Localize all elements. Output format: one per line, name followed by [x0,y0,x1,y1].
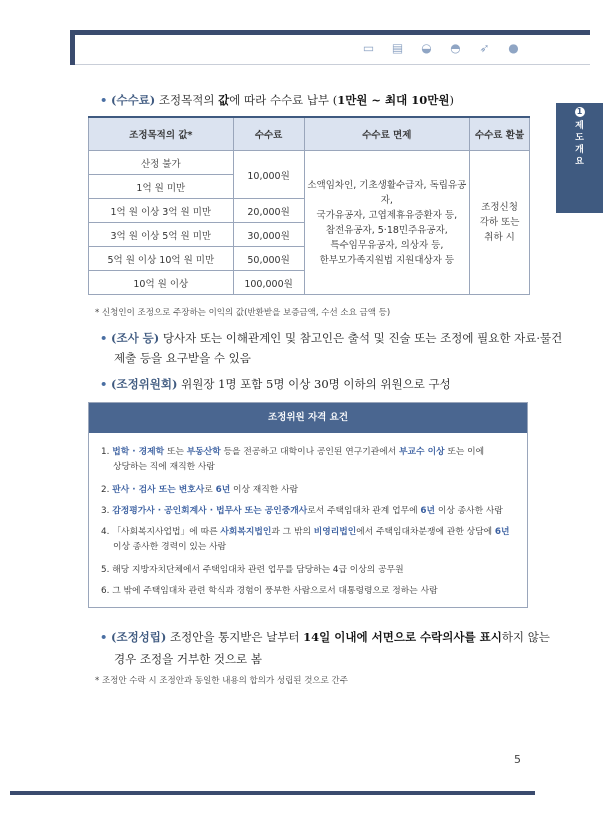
purpose-cell: 산정 불가 [89,151,234,175]
fee-cell: 20,000원 [233,199,304,223]
purpose-cell: 10억 원 이상 [89,271,234,295]
exemption-cell: 소액임차인, 기초생활수급자, 독립유공자, 국가유공자, 고엽제휴유증환자 등, 참전유공자, 5·18민주유공자, 특수임무유공자, 의상자 등, 한부모가족지원법 지원대상자 등 [304,151,470,295]
committee-bullet: • (조정위원회) 위원장 1명 포함 5명 이상 30명 이하의 위원으로 구성 [100,377,451,391]
requirement-item: 2. 판사 · 검사 또는 변호사로 6년 이상 재직한 사람 [101,485,299,495]
chapter-number: 1 [575,107,585,117]
purpose-cell: 3억 원 이상 5억 원 미만 [89,223,234,247]
column-header: 조정목적의 값* [89,117,234,151]
requirement-item: 3. 감정평가사 · 공인회계사 · 법무사 또는 공인중개사로서 주택임대차 관계 업무에 6년 이상 종사한 사람 [101,506,503,516]
page-frame-left [70,30,75,65]
fee-table [88,116,530,295]
page-frame-bottom [10,791,535,795]
requirement-item: 5. 해당 지방자치단체에서 주택임대차 관련 업무를 담당하는 4급 이상의 공무원 [101,565,404,575]
presentation-icon: ▤ [391,41,404,55]
fee-footnote: * 신청인이 조정으로 주장하는 이익의 값(반환받을 보증금액, 수선 소요 금액 등) [95,308,391,318]
requirement-item: 6. 그 밖에 주택임대차 관련 학식과 경험이 풍부한 사람으로서 대통령령으로 정하는 사람 [101,586,438,596]
column-header: 수수료 환불 [470,117,530,151]
chapter-label: 제 도 개 요 [575,121,584,167]
requirement-item: 1. 법학 · 경제학 또는 부동산학 등을 전공하고 대학이나 공인된 연구기관에서 부교수 이상 또는 이에 상당하는 직에 재직한 사람 [101,447,485,472]
header-icons [360,40,522,56]
investigation-bullet: • (조사 등) 당사자 또는 이해관계인 및 참고인은 출석 및 진술 또는 조정에 필요한 자료·물건 제출 등을 요구받을 수 있음 [100,331,563,365]
fee-cell: 50,000원 [233,247,304,271]
column-header: 수수료 [233,117,304,151]
purpose-cell: 1억 원 미만 [89,175,234,199]
requirement-item: 4. 「사회복지사업법」에 따른 사회복지법인과 그 밖의 비영리법인에서 주택임대차분쟁에 관한 상담에 6년 이상 종사한 경력이 있는 사람 [101,527,510,552]
handshake-icon: ◓ [450,41,461,55]
lightbulb-icon: ● [508,41,519,55]
purpose-cell: 1억 원 이상 3억 원 미만 [89,199,234,223]
handshake-icon: ◒ [421,41,432,55]
page-frame-top [70,30,590,35]
table-row [89,151,530,175]
monitor-icon: ▭ [362,41,375,55]
requirements-box [88,402,528,608]
page-number: 5 [514,753,521,766]
header-divider [75,64,590,65]
fee-cell: 30,000원 [233,223,304,247]
table-header-row [89,117,530,151]
purpose-cell: 5억 원 이상 10억 원 미만 [89,247,234,271]
fee-cell: 10,000원 [233,151,304,199]
chapter-tab [556,103,603,213]
refund-cell: 조정신청 각하 또는 취하 시 [470,151,530,295]
column-header: 수수료 면제 [304,117,470,151]
establishment-bullet: • (조정성립) 조정안을 통지받은 날부터 14일 이내에 서면으로 수락의사를 표시하지 않는 경우 조정을 거부한 것으로 봄 [100,630,550,666]
cursor-icon: ➶ [479,41,490,55]
fee-bullet: • (수수료) 조정목적의 값에 따라 수수료 납부 (1만원 ~ 최대 10만원) [100,93,454,107]
requirements-title: 조정위원 자격 요건 [89,403,527,433]
establishment-footnote: * 조정안 수락 시 조정안과 동일한 내용의 합의가 성립된 것으로 간주 [95,676,348,686]
fee-cell: 100,000원 [233,271,304,295]
